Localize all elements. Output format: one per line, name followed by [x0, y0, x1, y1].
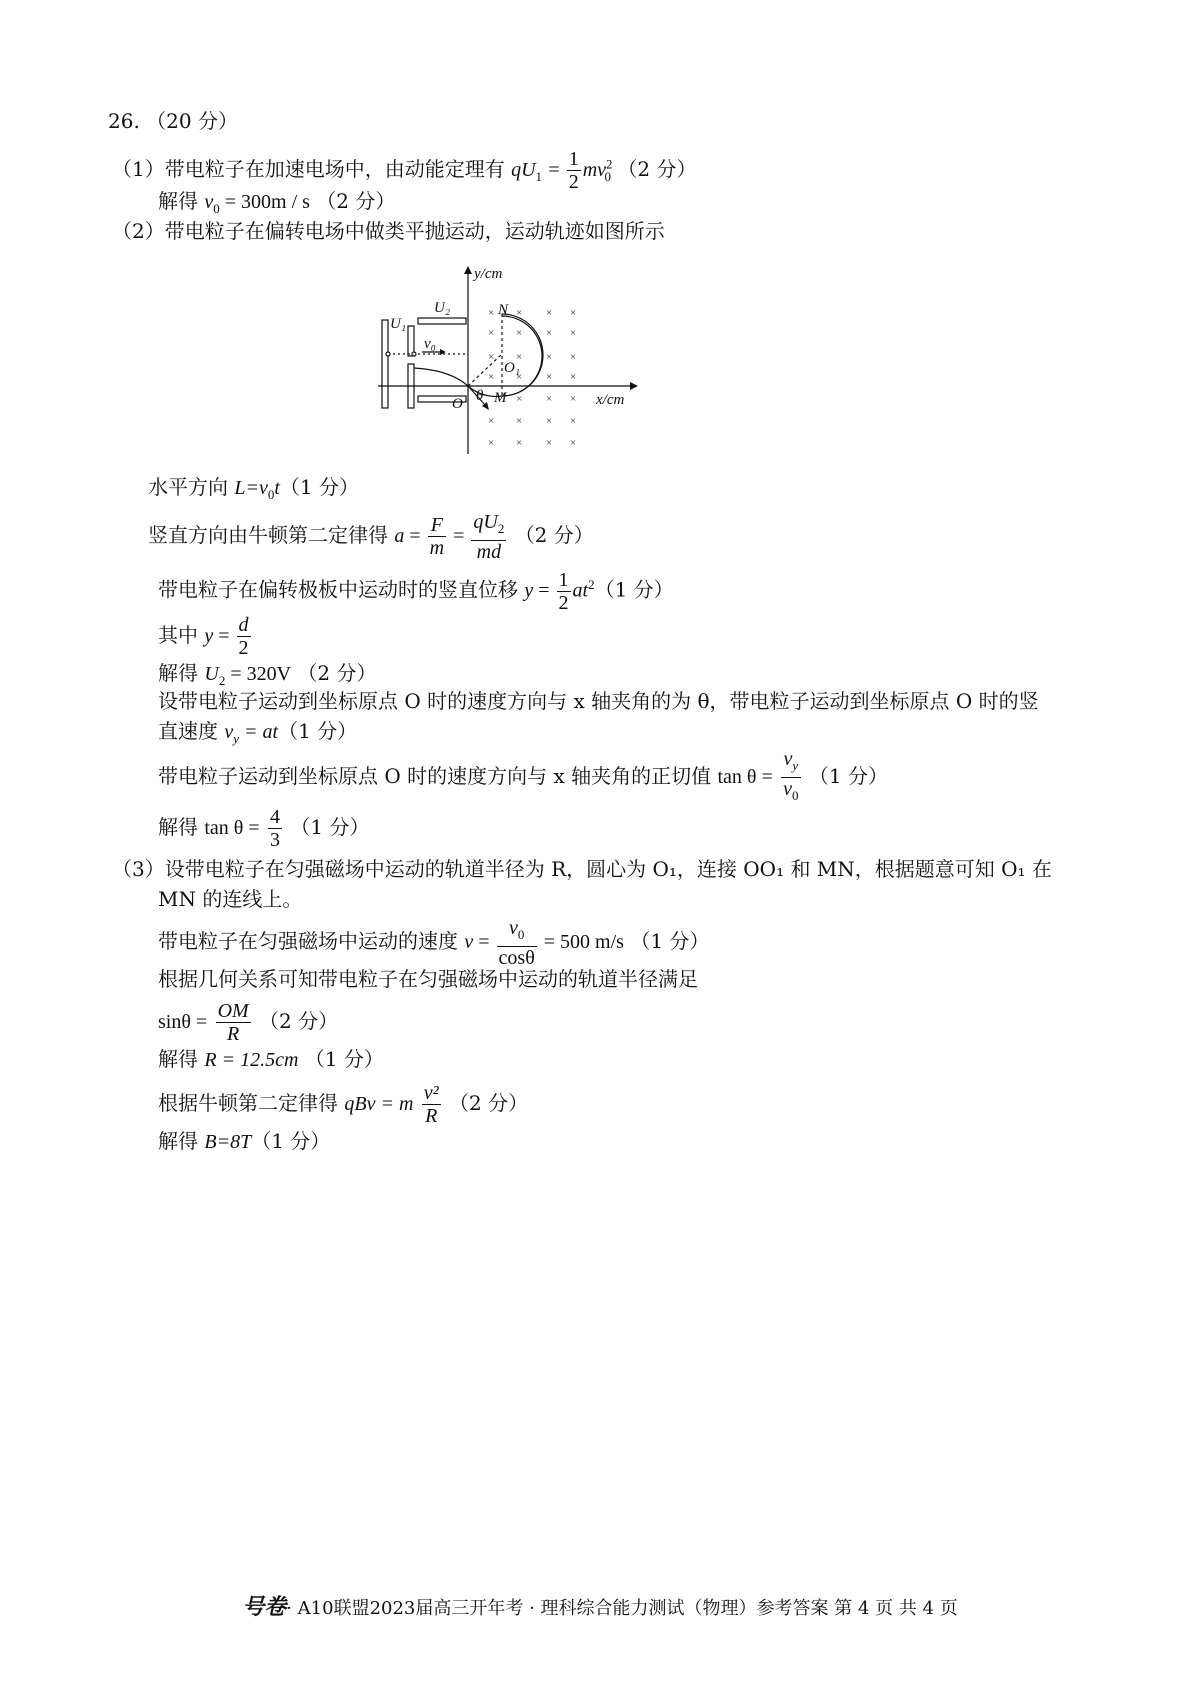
oo1-line [468, 354, 502, 386]
svg-text:×: × [570, 371, 577, 383]
x-axis-arrow [630, 382, 638, 390]
part2-angle-line1: 设带电粒子运动到坐标原点 O 时的速度方向与 x 轴夹角的为 θ，带电粒子运动到坐标原点 O 时的竖 [158, 689, 1039, 713]
svg-text:×: × [488, 415, 495, 427]
footer-text: · A10联盟2023届高三开年考 · 理科综合能力测试（物理）参考答案 第 4 页 共 4 页 [286, 1598, 958, 1619]
svg-text:×: × [546, 415, 553, 427]
svg-text:×: × [516, 327, 523, 339]
part3-line1: （3）设带电粒子在匀强磁场中运动的轨道半径为 R，圆心为 O₁，连接 OO₁ 和 MN，根据题意可知 O₁ 在 [112, 857, 1052, 881]
magnetic-field-crosses [488, 307, 576, 449]
svg-text:×: × [516, 371, 523, 383]
page-footer [0, 1590, 1200, 1621]
v0-label: v₀ [424, 336, 436, 352]
svg-text:×: × [546, 351, 553, 363]
part2-angle-line2: 直速度 $v_y = at(1$ 分） [158, 719, 358, 746]
plate-u1-upper [408, 326, 414, 356]
part3-speed: 带电粒子在匀强磁场中运动的速度 v = $\frac{v_0}{\cos\theta}$ = 500 m/s （1 分） [158, 916, 710, 969]
svg-text:×: × [516, 393, 523, 405]
svg-text:×: × [516, 307, 523, 319]
part2-vertical: 竖直方向由牛顿第二定律得 a = $\frac{F}{m}$ = $\frac{qU_2}{md}$ （2 分） [148, 510, 594, 563]
svg-text:×: × [546, 307, 553, 319]
part2-where: 其中 y = $\frac{d}{2}$ [158, 614, 249, 659]
question-header [108, 108, 238, 134]
o-label: O [452, 396, 463, 412]
part2-displacement: 带电粒子在偏转极板中运动时的竖直位移 y = $\frac{1}{2}$ $at^2(1$ 分） [158, 568, 674, 614]
part1-solve: 解得 $v_0 = 300m / s$ （2 分） [158, 189, 396, 216]
svg-text:×: × [488, 351, 495, 363]
svg-text:×: × [570, 415, 577, 427]
part3-sin: sinθ = $\frac{OM}{R}$ （2 分） [158, 1000, 339, 1045]
part3-r-solve: 解得 R = 12.5cm （1 分） [158, 1047, 384, 1071]
svg-text:×: × [516, 437, 523, 449]
svg-text:×: × [570, 437, 577, 449]
svg-text:×: × [570, 351, 577, 363]
y-axis-label: y/cm [474, 266, 503, 282]
svg-text:×: × [488, 327, 495, 339]
plate-u2-top [418, 318, 466, 324]
n-label: N [498, 302, 509, 318]
part2-tan-solve: 解得 tan θ = $\frac{4}{3}$ （1 分） [158, 806, 370, 851]
svg-text:×: × [488, 371, 495, 383]
part3-newton: 根据牛顿第二定律得 qBv = m $\frac{\text{v²}}{R}$ （2 分） [158, 1082, 529, 1127]
part1-line: （1）带电粒子在加速电场中，由动能定理有 $qU_1$ = $\frac{1}{2}$ $mv^2_0$ （2 分） [112, 148, 697, 193]
svg-text:×: × [570, 307, 577, 319]
svg-text:×: × [546, 327, 553, 339]
svg-text:×: × [570, 327, 577, 339]
parabola-path [414, 368, 468, 386]
part2-line: （2）带电粒子在偏转电场中做类平抛运动，运动轨迹如图所示 [112, 219, 665, 243]
svg-text:×: × [546, 393, 553, 405]
y-axis-arrow [464, 266, 472, 274]
u1-label: U₁ [390, 316, 407, 332]
part3-b-solve: 解得 B=8T（1 分） [158, 1129, 331, 1153]
u2-label: U₂ [434, 300, 451, 316]
x-axis-label: x/cm [596, 392, 625, 408]
question-number: 26. [108, 109, 140, 133]
trajectory-figure [370, 258, 650, 458]
fraction-half: $\frac{1}{2}$ [568, 148, 579, 193]
part2-horizontal: 水平方向 $L=v_0t(1$ 分） [148, 475, 360, 502]
brand-logo: 号卷 [242, 1594, 287, 1620]
svg-text:×: × [546, 437, 553, 449]
plate-left [382, 320, 388, 408]
svg-text:×: × [516, 351, 523, 363]
svg-text:×: × [488, 437, 495, 449]
svg-text:×: × [570, 393, 577, 405]
part3-line2: MN 的连线上。 [158, 887, 303, 911]
question-score: （20 分） [146, 109, 238, 133]
part2-solve-u2: 解得 $U_2 = 320V$ （2 分） [158, 661, 377, 688]
part3-geometry: 根据几何关系可知带电粒子在匀强磁场中运动的轨道半径满足 [158, 967, 698, 991]
svg-text:×: × [488, 307, 495, 319]
o1-label: O₁ [504, 360, 521, 376]
theta-label: θ [476, 388, 484, 404]
m-label: M [494, 390, 507, 406]
part2-tan: 带电粒子运动到坐标原点 O 时的速度方向与 x 轴夹角的正切值 tan θ = $\frac{v_y}{v_0}$ （1 分） [158, 748, 888, 803]
svg-text:×: × [546, 371, 553, 383]
svg-text:×: × [516, 415, 523, 427]
